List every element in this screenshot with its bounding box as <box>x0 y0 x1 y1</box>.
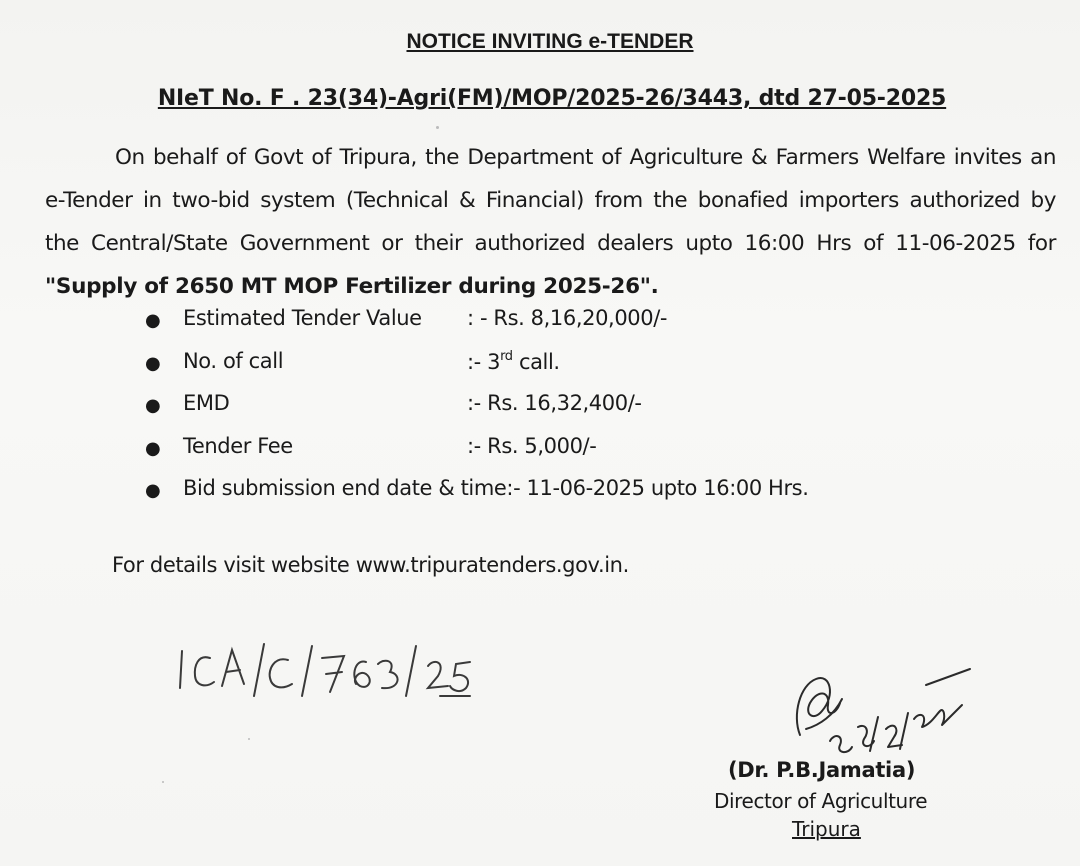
tender-fee-value: :- Rs. 5,000/- <box>467 433 597 458</box>
bullet-icon: ● <box>145 395 161 416</box>
bullet-icon: ● <box>145 480 161 501</box>
details-website-text: For details visit website www.tripuratenders.gov.in. <box>112 553 629 577</box>
call-number-label: No. of call <box>183 348 284 373</box>
bullet-icon: ● <box>145 310 161 331</box>
scan-speck <box>436 126 439 129</box>
notice-title: NOTICE INVITING e-TENDER <box>406 30 694 53</box>
emd-value: :- Rs. 16,32,400/- <box>467 391 642 415</box>
signature <box>770 655 980 765</box>
bid-submission-deadline: Bid submission end date & time:- 11-06-2025 upto 16:00 Hrs. <box>183 476 809 500</box>
scan-speck <box>162 781 164 783</box>
estimated-value-label: Estimated Tender Value <box>183 306 422 330</box>
signatory-name: (Dr. P.B.Jamatia) <box>728 758 916 782</box>
bullet-icon: ● <box>145 437 161 459</box>
estimated-value: : - Rs. 8,16,20,000/- <box>467 306 668 330</box>
bullet-icon: ● <box>145 352 161 374</box>
signatory-title: Director of Agriculture <box>714 789 928 813</box>
tender-fee-label: Tender Fee <box>183 433 293 458</box>
notice-body <box>45 136 1056 308</box>
body-line-3: the Central/State Government or their authorized dealers upto 16:00 Hrs of 11-06-2025 for <box>45 231 1056 256</box>
signatory-place: Tripura <box>792 817 861 841</box>
call-number-value: :- 3rd call. <box>467 348 560 374</box>
body-line-2: e-Tender in two-bid system (Technical & Financial) from the bonafied importers authorized by <box>45 188 1056 213</box>
notice-reference: NIeT No. F . 23(34)-Agri(FM)/MOP/2025-26/3443, dtd 27-05-2025 <box>157 86 947 111</box>
body-line-4: "Supply of 2650 MT MOP Fertilizer during 2025-26". <box>45 274 659 299</box>
emd-label: EMD <box>183 391 230 415</box>
body-line-1: On behalf of Govt of Tripura, the Department of Agriculture & Farmers Welfare invites an <box>115 145 1056 170</box>
handwritten-reference <box>170 636 480 706</box>
scan-speck <box>248 738 250 740</box>
